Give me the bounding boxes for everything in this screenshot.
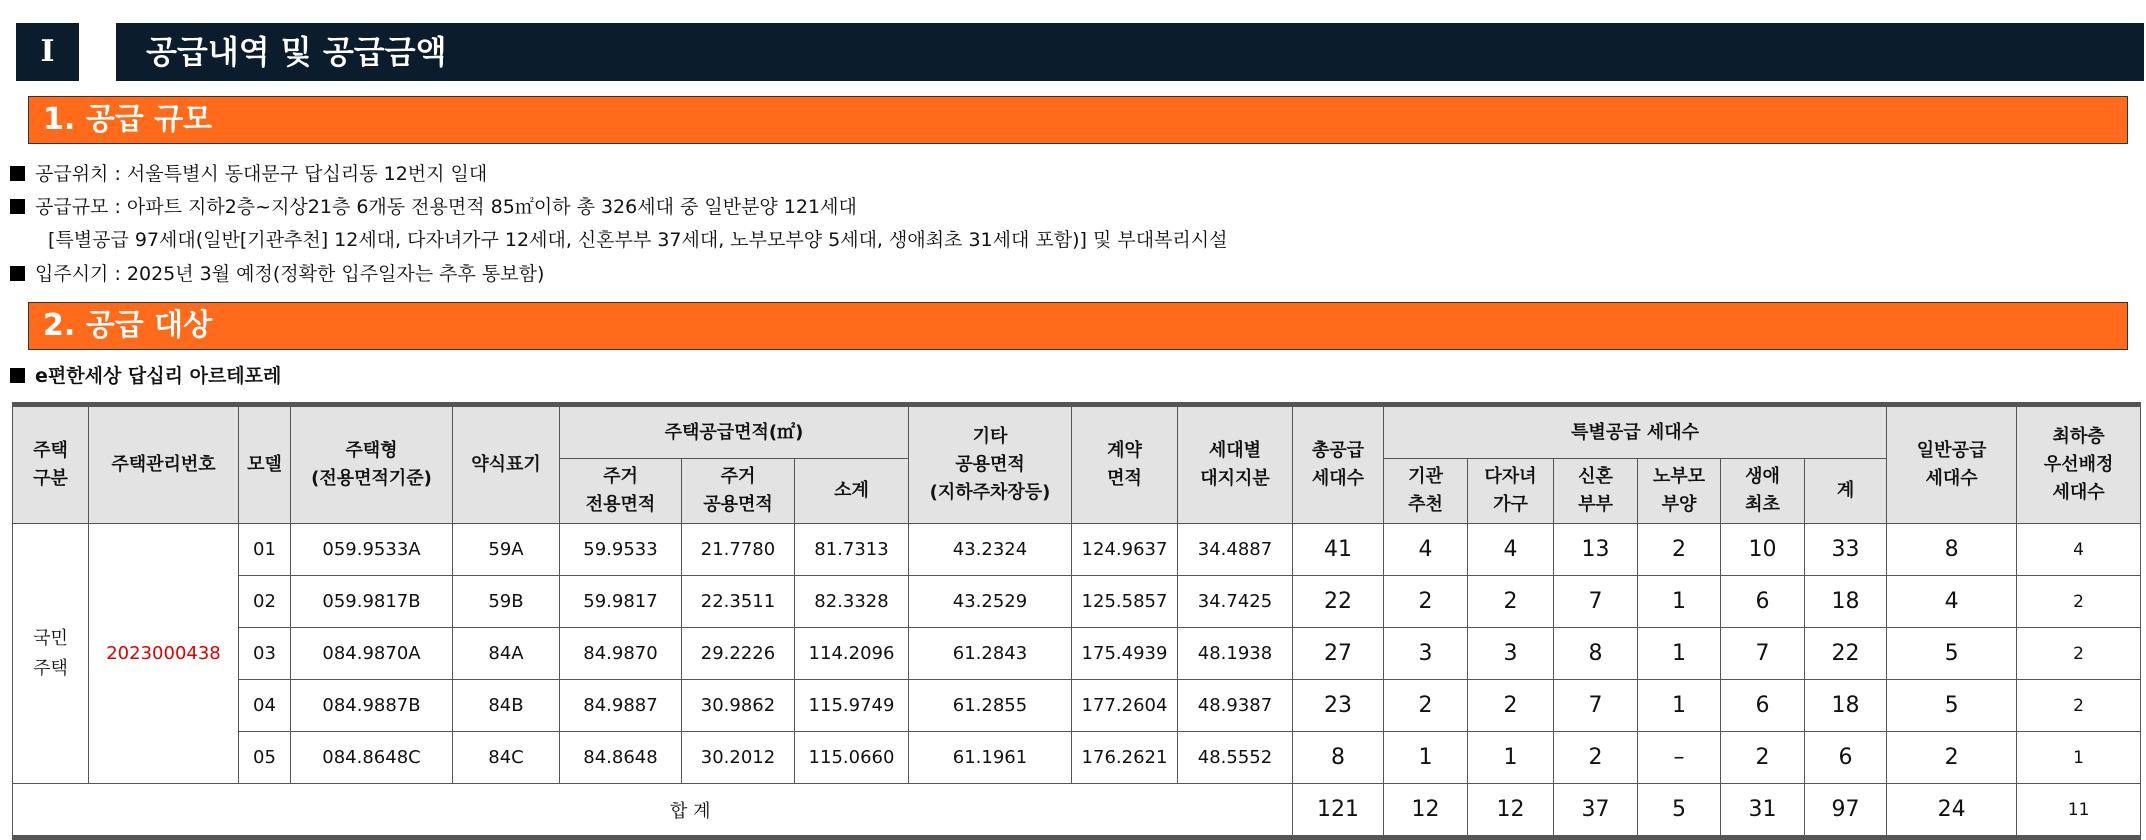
type-cell: 084.9870A [291,628,453,680]
excl-cell: 59.9817 [560,576,682,628]
sum-cell: 33 [1805,524,1887,576]
model-cell: 01 [239,524,291,576]
table-row [13,732,2141,784]
subsection-supply-scale-title: 1. 공급 규모 [28,96,2128,144]
supply-table [12,402,2141,840]
general-units-cell: 4 [1887,576,2017,628]
type-cell: 084.8648C [291,732,453,784]
header-residential-exclusive: 주거 전용면적 [560,459,682,524]
excl-cell: 59.9533 [560,524,682,576]
total-label: 합 계 [89,784,1293,838]
square-bullet-icon [10,368,25,383]
header-sum: 계 [1805,459,1887,524]
square-bullet-icon [10,199,25,214]
table-row [13,628,2141,680]
general-units-cell: 5 [1887,680,2017,732]
short-cell: 84A [453,628,560,680]
header-mgmt-no: 주택관리번호 [89,405,239,524]
supply-scale-line [10,194,857,220]
sum-cell: 18 [1805,680,1887,732]
lowest-floor-cell: 4 [2017,524,2141,576]
model-cell: 05 [239,732,291,784]
multichild-cell: 1 [1468,732,1554,784]
multichild-cell: 2 [1468,576,1554,628]
total-units-cell: 8 [1293,732,1384,784]
other-common-cell: 43.2324 [909,524,1072,576]
land-cell: 48.5552 [1178,732,1293,784]
agency-sum-cell: 12 [1384,784,1468,838]
agency-cell: 2 [1384,680,1468,732]
comm-cell: 21.7780 [682,524,795,576]
table-row [13,576,2141,628]
land-cell: 34.4887 [1178,524,1293,576]
total-units-sum-cell: 121 [1293,784,1384,838]
header-short: 약식표기 [453,405,560,524]
multichild-cell: 3 [1468,628,1554,680]
header-subtotal: 소계 [795,459,909,524]
elderly-sum-cell: 5 [1638,784,1721,838]
header-newlywed: 신혼 부부 [1554,459,1638,524]
sum-cell: 22 [1805,628,1887,680]
agency-cell: 2 [1384,576,1468,628]
contract-cell: 176.2621 [1072,732,1178,784]
excl-cell: 84.8648 [560,732,682,784]
excl-cell: 84.9870 [560,628,682,680]
comm-cell: 29.2226 [682,628,795,680]
header-house-type: 주택 구분 [13,405,89,524]
general-units-cell: 2 [1887,732,2017,784]
newlywed-cell: 7 [1554,576,1638,628]
lowest-floor-cell: 2 [2017,628,2141,680]
contract-cell: 175.4939 [1072,628,1178,680]
general-units-cell: 5 [1887,628,2017,680]
total-units-cell: 27 [1293,628,1384,680]
table-row [13,524,2141,576]
header-general-units: 일반공급 세대수 [1887,405,2017,524]
land-cell: 48.9387 [1178,680,1293,732]
newlywed-cell: 13 [1554,524,1638,576]
section-number: I [16,23,79,81]
first-time-cell: 6 [1721,680,1805,732]
header-elderly: 노부모 부양 [1638,459,1721,524]
header-agency: 기관 추천 [1384,459,1468,524]
elderly-cell: 1 [1638,576,1721,628]
header-lowest-floor: 최하층 우선배정 세대수 [2017,405,2141,524]
general-units-cell: 8 [1887,524,2017,576]
square-bullet-icon [10,266,25,281]
header-house-model: 주택형 (전용면적기준) [291,405,453,524]
lowest-floor-cell: 1 [2017,732,2141,784]
special-sum-cell: 97 [1805,784,1887,838]
subsection-supply-target-title: 2. 공급 대상 [28,302,2128,350]
model-cell: 04 [239,680,291,732]
header-residential-common: 주거 공용면적 [682,459,795,524]
land-cell: 34.7425 [1178,576,1293,628]
special-supply-line [48,227,1227,253]
complex-name-line [10,363,281,389]
newlywed-cell: 8 [1554,628,1638,680]
elderly-cell: – [1638,732,1721,784]
total-units-cell: 41 [1293,524,1384,576]
section-header [16,23,2144,81]
excl-cell: 84.9887 [560,680,682,732]
header-land-share: 세대별 대지지분 [1178,405,1293,524]
move-in-line [10,261,544,287]
short-cell: 84C [453,732,560,784]
elderly-cell: 2 [1638,524,1721,576]
complex-name: e편한세상 답십리 아르테포레 [35,365,282,387]
move-in-text: 입주시기 : 2025년 3월 예정(정확한 입주일자는 추후 통보함) [35,263,545,285]
short-cell: 59A [453,524,560,576]
first-time-cell: 10 [1721,524,1805,576]
other-common-cell: 61.2843 [909,628,1072,680]
header-total-units: 총공급 세대수 [1293,405,1384,524]
header-model: 모델 [239,405,291,524]
subtotal-cell: 115.0660 [795,732,909,784]
short-cell: 84B [453,680,560,732]
table-header-row [13,405,2141,459]
subtotal-cell: 114.2096 [795,628,909,680]
type-cell: 059.9533A [291,524,453,576]
newlywed-cell: 7 [1554,680,1638,732]
first-time-sum-cell: 31 [1721,784,1805,838]
header-contract-area: 계약 면적 [1072,405,1178,524]
supply-scale-text: 공급규모 : 아파트 지하2층~지상21층 6개동 전용면적 85㎡이하 총 326세대 중 일반분양 121세대 [35,196,857,218]
total-row-spacer [13,784,89,838]
elderly-cell: 1 [1638,680,1721,732]
header-special-supply: 특별공급 세대수 [1384,405,1887,459]
newlywed-sum-cell: 37 [1554,784,1638,838]
sum-cell: 6 [1805,732,1887,784]
header-first-time: 생애 최초 [1721,459,1805,524]
agency-cell: 3 [1384,628,1468,680]
first-time-cell: 6 [1721,576,1805,628]
contract-cell: 124.9637 [1072,524,1178,576]
model-cell: 03 [239,628,291,680]
table-row [13,680,2141,732]
contract-cell: 177.2604 [1072,680,1178,732]
multichild-sum-cell: 12 [1468,784,1554,838]
header-other-common: 기타 공용면적 (지하주차장등) [909,405,1072,524]
table-total-row [13,784,2141,838]
elderly-cell: 1 [1638,628,1721,680]
other-common-cell: 61.2855 [909,680,1072,732]
lowest-floor-sum-cell: 11 [2017,784,2141,838]
lowest-floor-cell: 2 [2017,576,2141,628]
first-time-cell: 2 [1721,732,1805,784]
subtotal-cell: 82.3328 [795,576,909,628]
lowest-floor-cell: 2 [2017,680,2141,732]
square-bullet-icon [10,166,25,181]
multichild-cell: 4 [1468,524,1554,576]
header-supply-area: 주택공급면적(㎡) [560,405,909,459]
model-cell: 02 [239,576,291,628]
subtotal-cell: 115.9749 [795,680,909,732]
first-time-cell: 7 [1721,628,1805,680]
newlywed-cell: 2 [1554,732,1638,784]
sum-cell: 18 [1805,576,1887,628]
management-number-cell: 2023000438 [89,524,239,784]
agency-cell: 4 [1384,524,1468,576]
contract-cell: 125.5857 [1072,576,1178,628]
short-cell: 59B [453,576,560,628]
header-multichild: 다자녀 가구 [1468,459,1554,524]
total-units-cell: 23 [1293,680,1384,732]
type-cell: 059.9817B [291,576,453,628]
type-cell: 084.9887B [291,680,453,732]
other-common-cell: 61.1961 [909,732,1072,784]
agency-cell: 1 [1384,732,1468,784]
comm-cell: 30.9862 [682,680,795,732]
section-title: 공급내역 및 공급금액 [116,23,2144,81]
comm-cell: 30.2012 [682,732,795,784]
multichild-cell: 2 [1468,680,1554,732]
land-cell: 48.1938 [1178,628,1293,680]
subtotal-cell: 81.7313 [795,524,909,576]
general-units-sum-cell: 24 [1887,784,2017,838]
house-category-cell: 국민 주택 [13,524,89,784]
comm-cell: 22.3511 [682,576,795,628]
total-units-cell: 22 [1293,576,1384,628]
supply-location-text: 공급위치 : 서울특별시 동대문구 답십리동 12번지 일대 [35,163,488,185]
other-common-cell: 43.2529 [909,576,1072,628]
supply-location-line [10,161,487,187]
special-supply-text: [특별공급 97세대(일반[기관추천] 12세대, 다자녀가구 12세대, 신혼부부 37세대, 노부모부양 5세대, 생애최초 31세대 포함)] 및 부대복리시설 [48,229,1228,251]
